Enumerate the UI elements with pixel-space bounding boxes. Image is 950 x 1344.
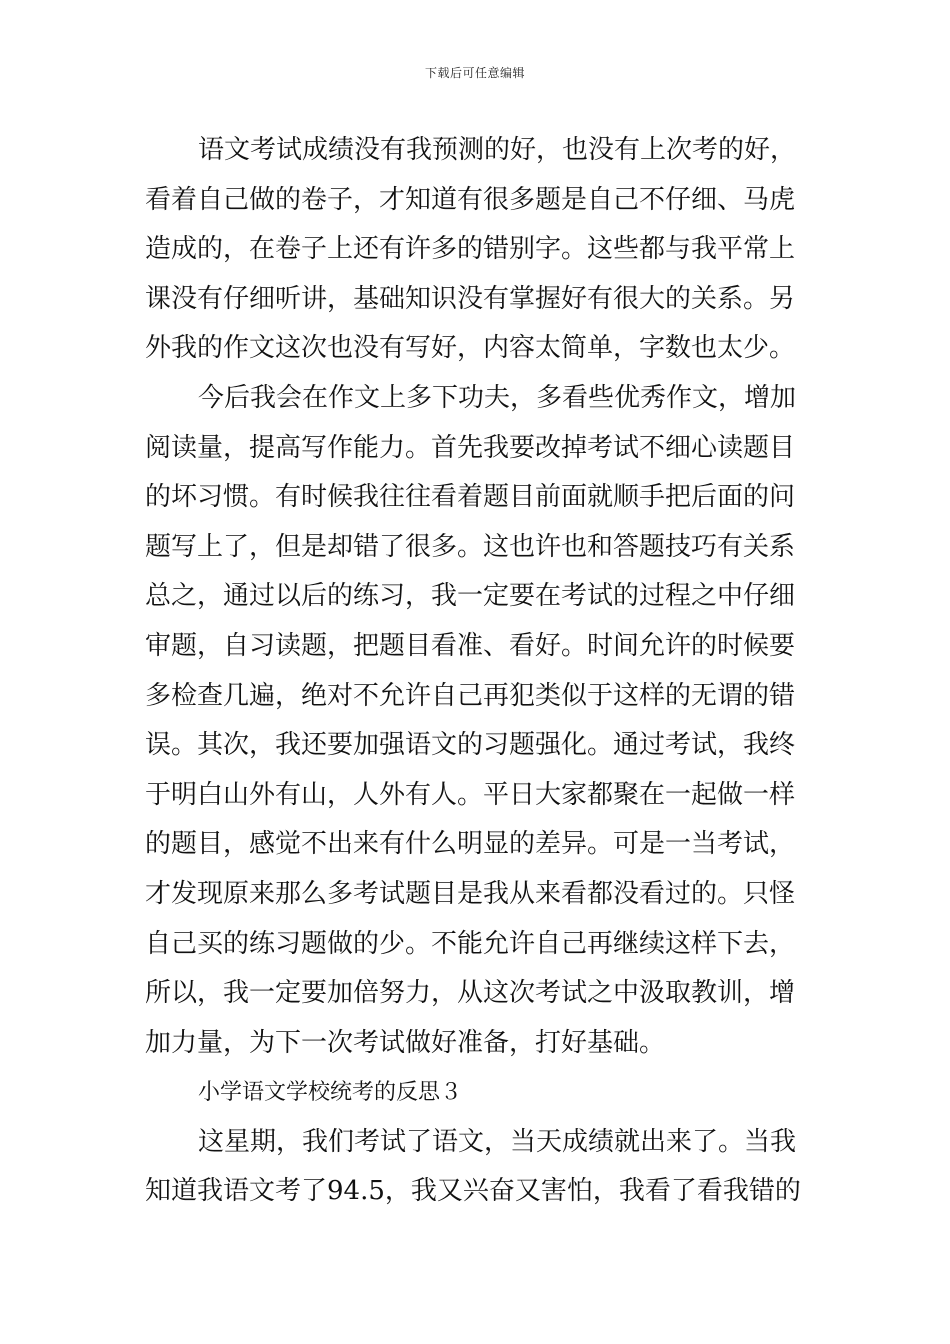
paragraph-line: 阅读量，提高写作能力。首先我要改掉考试不细心读题目	[145, 432, 796, 463]
paragraph-line: 总之，通过以后的练习，我一定要在考试的过程之中仔细	[145, 581, 796, 612]
paragraph-line: 的坏习惯。有时候我往往看着题目前面就顺手把后面的问	[145, 482, 796, 513]
paragraph-line: 这星期，我们考试了语文，当天成绩就出来了。当我	[198, 1126, 797, 1157]
paragraph-line: 知道我语文考了94.5，我又兴奋又害怕，我看了看我错的	[145, 1176, 801, 1207]
paragraph-line: 加力量，为下一次考试做好准备，打好基础。	[145, 1027, 666, 1058]
paragraph-line: 多检查几遍，绝对不允许自己再犯类似于这样的无谓的错	[145, 680, 796, 711]
paragraph-line: 课没有仔细听讲，基础知识没有掌握好有很大的关系。另	[145, 283, 796, 314]
paragraph-line: 外我的作文这次也没有写好，内容太简单，字数也太少。	[145, 333, 796, 364]
paragraph-line: 所以，我一定要加倍努力，从这次考试之中汲取教训，增	[145, 978, 796, 1009]
paragraph-line: 误。其次，我还要加强语文的习题强化。通过考试，我终	[145, 730, 796, 761]
paragraph-line: 语文考试成绩没有我预测的好，也没有上次考的好，	[198, 135, 797, 165]
paragraph-line: 自己买的练习题做的少。不能允许自己再继续这样下去，	[145, 928, 796, 959]
paragraph-line: 才发现原来那么多考试题目是我从来看都没看过的。只怪	[145, 878, 796, 909]
paragraph-line: 造成的，在卷子上还有许多的错别字。这些都与我平常上	[145, 234, 796, 265]
header-note: 下载后可任意编辑	[424, 66, 525, 80]
paragraph-line: 看着自己做的卷子，才知道有很多题是自己不仔细、马虎	[145, 184, 796, 215]
paragraph-line: 于明白山外有山，人外有人。平日大家都聚在一起做一样	[145, 779, 796, 810]
paragraph-line: 今后我会在作文上多下功夫，多看些优秀作文，增加	[198, 382, 797, 413]
paragraph-line: 审题，自习读题，把题目看准、看好。时间允许的时候要	[145, 630, 796, 661]
body-text	[145, 126, 810, 1217]
paragraph-line: 的题目，感觉不出来有什么明显的差异。可是一当考试，	[145, 829, 796, 860]
section-heading: 小学语文学校统考的反思３	[198, 1080, 463, 1106]
paragraph-line: 题写上了，但是却错了很多。这也许也和答题技巧有关系	[145, 531, 796, 562]
